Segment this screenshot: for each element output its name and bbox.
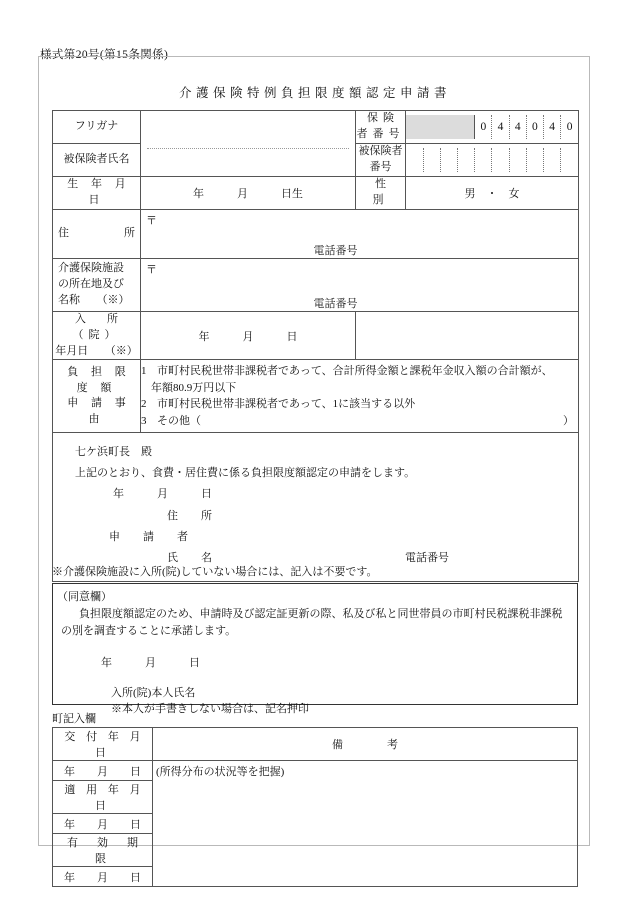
insured-cell-3[interactable] (458, 148, 475, 172)
document-title: 介護保険特例負担限度額認定申請書 (178, 86, 451, 100)
row-furigana (53, 111, 579, 144)
field-insurer-number[interactable] (406, 111, 579, 144)
insured-cell-7[interactable] (526, 148, 543, 172)
row-birthdate-gender (53, 176, 579, 209)
field-facility[interactable] (141, 258, 579, 311)
reason-text-2: 市町村民税世帯非課税者であって、1に該当する以外 (157, 398, 416, 411)
reason-text-3: その他（ (157, 415, 201, 428)
field-issue-date[interactable]: 年 月 日 (53, 761, 153, 781)
label-apply-date: 適 用 年 月 日 (53, 781, 153, 814)
label-remarks: 備 考 (153, 728, 578, 761)
field-gender[interactable]: 男 ・ 女 (406, 176, 579, 209)
label-insured-number: 被保険者番号 (356, 143, 406, 176)
table-row (53, 761, 578, 781)
insurer-digit-2[interactable]: 4 (509, 115, 526, 139)
statement-block (53, 433, 579, 582)
label-reason: 負 担 限 度 額 申 請 事 由 (53, 360, 141, 433)
consent-box (52, 583, 578, 716)
insurer-digit-0[interactable]: 0 (475, 115, 492, 139)
insured-cell-0[interactable] (406, 148, 423, 172)
insurer-digit-4[interactable]: 4 (544, 115, 561, 139)
label-insurer-number: 保険者番号 (356, 111, 406, 144)
row-address (53, 209, 579, 258)
postal-mark-facility: 〒 (146, 263, 157, 276)
field-admission-date[interactable]: 年 月 日 (141, 311, 356, 360)
insurer-number-grey-block (406, 115, 475, 139)
statement-addressee: 七ケ浜町長 殿 (75, 446, 152, 459)
reason-text-1: 市町村民税世帯非課税者であって、合計所得金額と課税年金収入額の合計額が、 (157, 365, 553, 377)
row-reasons (53, 360, 579, 433)
field-insured-name[interactable] (141, 111, 356, 177)
field-address[interactable] (141, 209, 579, 258)
insurer-digit-3[interactable]: 0 (526, 115, 543, 139)
insurer-digit-5[interactable]: 0 (561, 115, 578, 139)
consent-signature-label[interactable]: 入所(院)本人氏名 (111, 687, 196, 700)
label-valid-until: 有 効 期 限 (53, 834, 153, 867)
field-valid-until[interactable]: 年 月 日 (53, 867, 153, 887)
label-facility: 介護保険施設 の所在地及び 名称 （※） (53, 258, 141, 311)
main-form-table (52, 110, 579, 582)
consent-signature-note: ※本人が手書きしない場合は、記名押印 (111, 703, 309, 716)
insured-cell-4[interactable] (475, 148, 492, 172)
row-facility (53, 258, 579, 311)
field-insured-number[interactable] (406, 143, 579, 176)
town-section-label: 町記入欄 (52, 713, 96, 725)
consent-date-field[interactable]: 年 月 日 (101, 657, 200, 670)
statement-date-field[interactable]: 年 月 日 (113, 488, 212, 501)
reason-item-3[interactable] (141, 413, 578, 430)
reason-item-2[interactable] (141, 396, 578, 413)
consent-body: 負担限度額認定のため、申請時及び認定証更新の際、私及び私と同世帯員の市町村民税課税非課税の別を調査することに承諾します。 (61, 608, 563, 638)
form-number: 様式第20号(第15条関係) (40, 49, 169, 61)
label-telephone-address: 電話番号 (313, 244, 358, 257)
furigana-dotted-line (147, 147, 349, 149)
reason-text-1-cont: 年額80.9万円以下 (151, 381, 237, 394)
field-apply-date[interactable]: 年 月 日 (53, 814, 153, 834)
label-address: 住 所 (53, 209, 141, 258)
field-remarks[interactable]: (所得分布の状況等を把握) (153, 761, 578, 887)
label-applicant: 申 請 者 (109, 531, 194, 544)
insured-cell-2[interactable] (440, 148, 457, 172)
reason-number-1: 1 (141, 365, 147, 377)
town-entry-table (52, 727, 578, 887)
insured-number-grid (406, 148, 578, 172)
field-reasons[interactable] (141, 360, 579, 433)
label-issue-date: 交 付 年 月 日 (53, 728, 153, 761)
consent-signature (53, 670, 577, 718)
label-telephone-facility: 電話番号 (313, 297, 358, 310)
label-applicant-name: 氏 名 (167, 552, 218, 565)
statement-body: 上記のとおり、食費・居住費に係る負担限度額認定の申請をします。 (75, 467, 416, 480)
label-insured-name: 被保険者氏名 (53, 143, 141, 176)
insured-cell-8[interactable] (544, 148, 561, 172)
row-admission-date (53, 311, 579, 360)
field-admission-blank[interactable] (356, 311, 579, 360)
applicant-block (75, 505, 572, 567)
table-row (53, 728, 578, 761)
label-birth-date: 生 年 月 日 (53, 176, 141, 209)
reason-number-2: 2 (141, 398, 147, 411)
label-applicant-telephone: 電話番号 (405, 552, 449, 565)
field-birth-date[interactable]: 年 月 日生 (141, 176, 356, 209)
insured-cell-1[interactable] (423, 148, 440, 172)
reason-number-3: 3 (141, 415, 147, 428)
label-gender: 性 別 (356, 176, 406, 209)
statement-text (53, 433, 578, 575)
insurer-number-grid (406, 115, 578, 139)
insured-cell-5[interactable] (492, 148, 509, 172)
facility-note: ※介護保険施設に入所(院)していない場合には、記入は不要です。 (52, 566, 378, 578)
label-admission-date: 入 所 （院） 年月日 （※） (53, 311, 141, 360)
insured-cell-9[interactable] (561, 148, 578, 172)
insured-cell-6[interactable] (509, 148, 526, 172)
row-statement (53, 433, 579, 582)
insurer-digit-1[interactable]: 4 (492, 115, 509, 139)
reason-item-1[interactable] (141, 363, 578, 380)
postal-mark-address: 〒 (146, 214, 157, 227)
consent-title: （同意欄） (57, 591, 112, 603)
label-furigana: フリガナ (53, 111, 141, 144)
reason-close-paren: ） (563, 415, 574, 428)
label-applicant-address: 住 所 (167, 510, 218, 523)
